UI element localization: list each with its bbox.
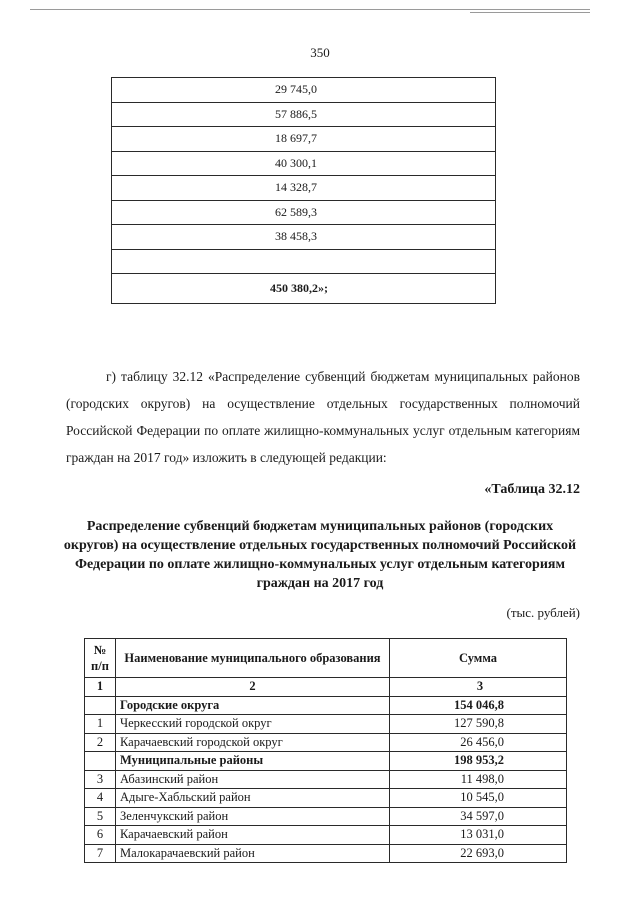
table-row	[112, 78, 496, 103]
subsidy-table	[84, 638, 567, 863]
table-row	[85, 826, 567, 845]
row-name: Адыге-Хабльский район	[116, 789, 390, 808]
paragraph-text: г) таблицу 32.12 «Распределение субвенций бюджетам муниципальных районов (городских округов) на осуществление отдельных государственных полномочий Российской Федерации по оплате жилищно-коммунальных услуг отдельным категориям граждан на 2017 год» изложить в следующей редакции:	[66, 369, 580, 465]
column-number: 1	[85, 678, 116, 697]
row-name: Муниципальные районы	[116, 752, 390, 771]
table-cell: 62 589,3	[112, 200, 496, 225]
row-sum: 22 693,0	[390, 844, 567, 863]
previous-table	[111, 77, 496, 304]
column-number: 3	[390, 678, 567, 697]
column-number-row	[85, 678, 567, 697]
row-name: Городские округа	[116, 696, 390, 715]
table-tag: «Таблица 32.12	[484, 482, 580, 497]
table-cell: 40 300,1	[112, 151, 496, 176]
column-number: 2	[116, 678, 390, 697]
table-row	[85, 770, 567, 789]
row-sum: 13 031,0	[390, 826, 567, 845]
row-num: 3	[85, 770, 116, 789]
table-cell: 14 328,7	[112, 176, 496, 201]
header-name: Наименование муниципального образования	[116, 639, 390, 678]
total-cell: 450 380,2»;	[112, 274, 496, 304]
page-number: 350	[310, 45, 330, 60]
row-name: Карачаевский городской округ	[116, 733, 390, 752]
row-name: Черкесский городской округ	[116, 715, 390, 734]
scan-artifact-line	[470, 12, 590, 13]
scan-artifact-line	[30, 9, 590, 10]
table-row	[112, 151, 496, 176]
table-row	[85, 752, 567, 771]
row-sum: 10 545,0	[390, 789, 567, 808]
row-num	[85, 752, 116, 771]
table-cell	[112, 249, 496, 274]
row-name: Карачаевский район	[116, 826, 390, 845]
row-sum: 11 498,0	[390, 770, 567, 789]
row-sum: 154 046,8	[390, 696, 567, 715]
table-row	[112, 200, 496, 225]
table-cell: 57 886,5	[112, 102, 496, 127]
row-num: 4	[85, 789, 116, 808]
row-num: 6	[85, 826, 116, 845]
row-num: 5	[85, 807, 116, 826]
row-name: Абазинский район	[116, 770, 390, 789]
row-sum: 127 590,8	[390, 715, 567, 734]
row-sum: 34 597,0	[390, 807, 567, 826]
header-num: № п/п	[85, 639, 116, 678]
table-row	[85, 789, 567, 808]
table-row	[112, 176, 496, 201]
row-num	[85, 696, 116, 715]
amendment-paragraph	[66, 363, 580, 471]
header-sum: Сумма	[390, 639, 567, 678]
table-cell: 29 745,0	[112, 78, 496, 103]
table-row	[85, 844, 567, 863]
table-row	[85, 733, 567, 752]
row-name: Зеленчукский район	[116, 807, 390, 826]
row-sum: 26 456,0	[390, 733, 567, 752]
table-row	[112, 249, 496, 274]
table-row	[85, 696, 567, 715]
table-cell: 38 458,3	[112, 225, 496, 250]
table-title: Распределение субвенций бюджетам муниципальных районов (городских округов) на осуществление отдельных государственных полномочий Российской Федерации по оплате жилищно-коммунальных услуг отдельным категориям граждан на 2017 год	[63, 519, 577, 591]
table-cell: 18 697,7	[112, 127, 496, 152]
total-row	[112, 274, 496, 304]
row-num: 7	[85, 844, 116, 863]
row-sum: 198 953,2	[390, 752, 567, 771]
units-label: (тыс. рублей)	[506, 605, 580, 620]
row-name: Малокарачаевский район	[116, 844, 390, 863]
row-num: 1	[85, 715, 116, 734]
header-row	[85, 639, 567, 678]
table-row	[85, 715, 567, 734]
table-row	[112, 127, 496, 152]
table-row	[112, 102, 496, 127]
row-num: 2	[85, 733, 116, 752]
table-row	[85, 807, 567, 826]
table-row	[112, 225, 496, 250]
